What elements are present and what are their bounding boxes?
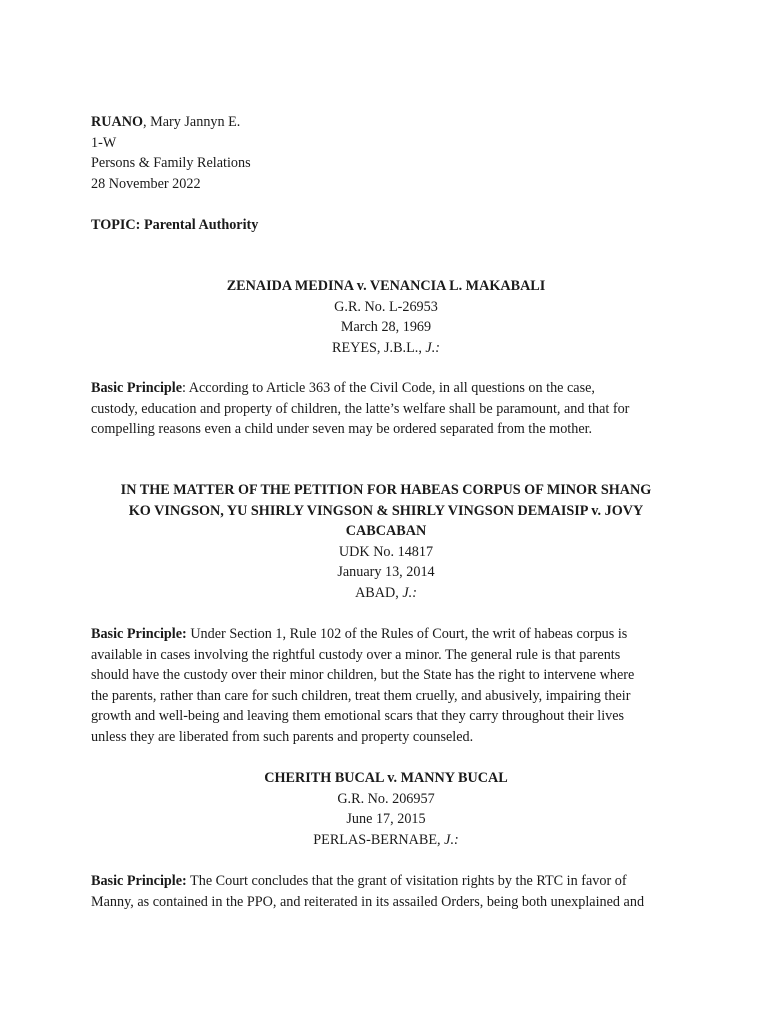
- case-title: IN THE MATTER OF THE PETITION FOR HABEAS CORPUS OF MINOR SHANG: [120, 482, 652, 498]
- principle-label: Basic Principle: [91, 380, 183, 396]
- principle-label: Basic Principle:: [91, 873, 187, 889]
- case-date: June 17, 2015: [346, 811, 426, 827]
- case-number: G.R. No. 206957: [337, 790, 435, 807]
- submission-date: 28 November 2022: [91, 175, 201, 192]
- principle-label: Basic Principle:: [91, 626, 187, 642]
- case-number: G.R. No. L-26953: [334, 298, 438, 315]
- case-ponente: REYES, J.B.L., J.:: [332, 339, 440, 356]
- case-number: UDK No. 14817: [338, 543, 434, 560]
- case-title: ZENAIDA MEDINA v. VENANCIA L. MAKABALI: [226, 278, 546, 294]
- case-title: KO VINGSON, YU SHIRLY VINGSON & SHIRLY VINGSON DEMAISIP v. JOVY: [128, 502, 644, 519]
- case-principle: Basic Principle: According to Article 363 of the Civil Code, in all questions on the case, custody, education and property of children, the latte’s welfare shall be paramount, and that for compelling reasons even a child under seven may be ordered separated from the mother.: [91, 380, 630, 437]
- case-title: CABCABAN: [345, 523, 427, 539]
- student-given-name: , Mary Jannyn E.: [143, 114, 241, 130]
- course-name: Persons & Family Relations: [91, 155, 251, 171]
- student-surname: RUANO: [91, 114, 144, 130]
- case-title: CHERITH BUCAL v. MANNY BUCAL: [264, 770, 508, 786]
- case-ponente: ABAD, J.:: [355, 584, 417, 601]
- topic-heading: TOPIC: Parental Authority: [91, 217, 259, 233]
- case-heading: [91, 480, 681, 603]
- case-principle: Basic Principle: Under Section 1, Rule 102 of the Rules of Court, the writ of habeas corpus is available in cases involving the rightful custody over a minor. The general rule is that parents should have the custody over their minor children, but the State has the right to intervene where the parents, rather than care for such children, treat them cruelly, and abusively, impairing their growth and well-being and leaving them emotional scars that they carry throughout their lives unless they are liberated from such parents and property counseled.: [91, 626, 635, 745]
- case-heading: [91, 276, 681, 358]
- student-section: 1-W: [91, 134, 117, 151]
- student-header: [91, 112, 681, 194]
- case-principle: Basic Principle: The Court concludes that the grant of visitation rights by the RTC in favor of Manny, as contained in the PPO, and reiterated in its assailed Orders, being both unexplained and: [91, 873, 645, 910]
- student-name: [91, 112, 681, 133]
- case-date: March 28, 1969: [340, 319, 432, 335]
- case-ponente: PERLAS-BERNABE, J.:: [313, 831, 459, 848]
- case-heading: [91, 768, 681, 850]
- case-date: January 13, 2014: [337, 564, 435, 580]
